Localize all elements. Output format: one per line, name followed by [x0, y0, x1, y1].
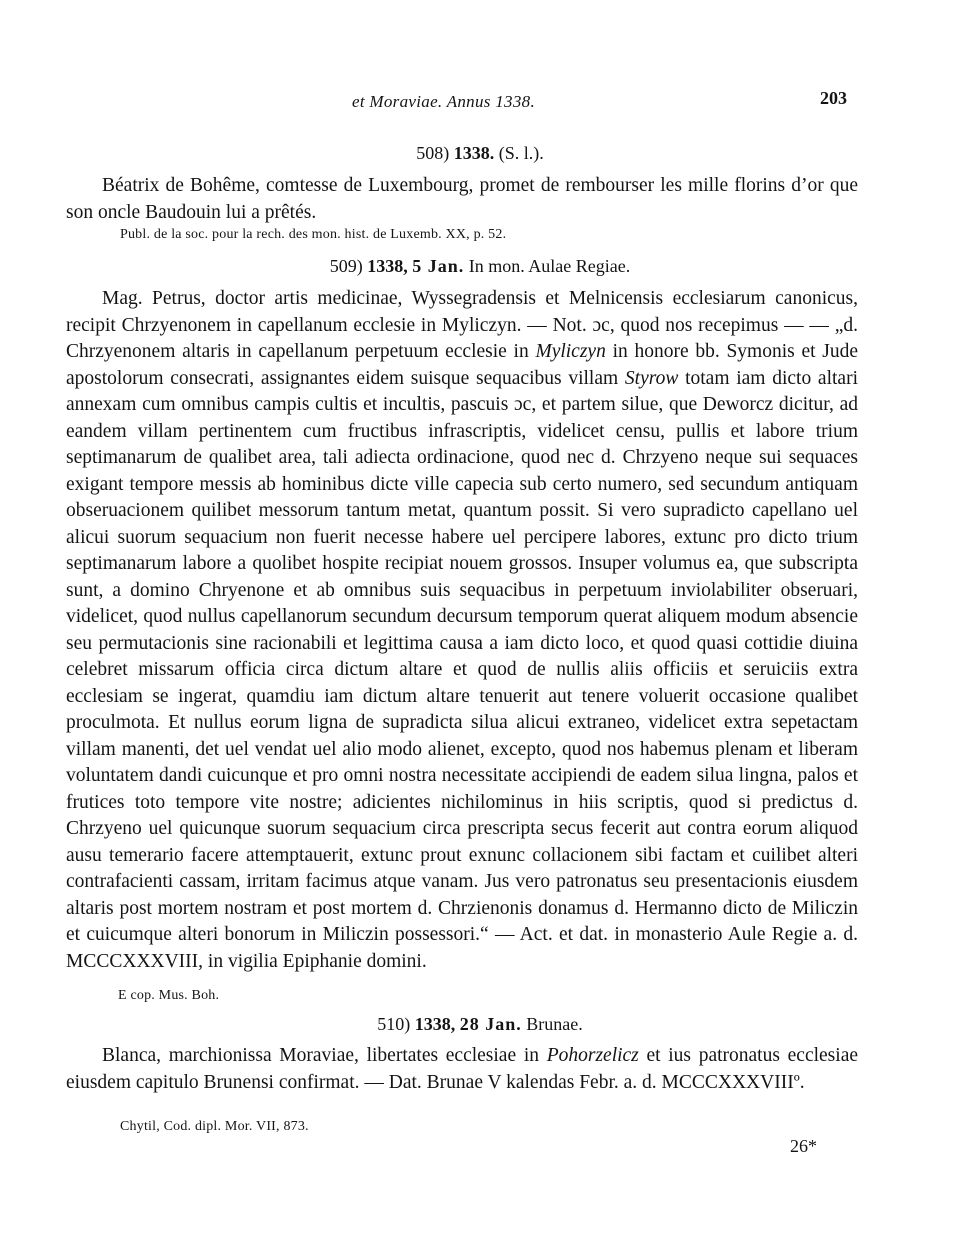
entry-number: 510)	[377, 1014, 411, 1034]
entry-place: In mon. Aulae Regiae.	[468, 256, 631, 276]
signature-mark: 26*	[790, 1136, 817, 1156]
entry-text-part: et ius patronatus ecclesiae eiusdem capitulo Brunensi confirmat. — Dat. Brunae V kalendas Febr. a. d. MCCCXXXVIIIº.	[66, 1045, 858, 1093]
entry-source-510: Chytil, Cod. dipl. Mor. VII, 873.	[120, 1119, 309, 1134]
entry-text-part: in honore bb. Symonis et Jude apostolorum consecrati, assignantes eidem suisque sequacibus villam	[66, 341, 859, 389]
entry-date: 28 Jan.	[459, 1014, 522, 1034]
entry-heading-510	[0, 1014, 960, 1035]
entry-body-508	[66, 173, 858, 226]
entry-source-509: E cop. Mus. Boh.	[118, 988, 220, 1003]
entry-place: (S. l.).	[498, 143, 544, 163]
place-name: Pohorzelicz	[546, 1045, 639, 1066]
entry-year: 1338,	[414, 1014, 456, 1034]
entry-place: Brunae.	[526, 1014, 583, 1034]
entry-heading-509	[0, 256, 960, 277]
entry-text-part: Mag. Petrus, doctor artis medicinae, Wyssegradensis et Melnicensis ecclesiarum canonicus, recipit Chrzyenonem in capellanum ecclesie in Myliczyn. — Not. ɔc, quod nos recepimus — — „d. Chrzyenonem altaris in capellanum perpetuum ecclesie in	[66, 288, 858, 362]
place-name: Styrow	[624, 367, 679, 389]
entry-text-part: totam iam dicto altari annexam cum omnibus campis cultis et incultis, pascuis ɔc, et partem silue, que Deworcz dicitur, ad eandem villam pertinentem cum fructibus infrascriptis, videlicet censu, pullis et labore trium septimanarum de qualibet area, tali adiecta ordinacione, quod nec d. Chrzyeno neque sui sequaces exigant tempore messis ab hominibus dicte ville capecia sub certo numero, sed secundum antiquam obseruacionem quilibet messorum tantum metat, quantum possit. Si vero supradicto capellano uel alicui suorum sequacium non fuerit necesse habere uel percipere labores, extunc pro dicto trium septimanarum labore a quolibet hospite recipiat nouem grossos. Insuper volumus ea, que subscripta sunt, a domino Chryenone et ab omnibus suis sequacibus in perpetuum inviolabiliter obseruari, videlicet, quod nullus capellanorum secundum decursum temporum querat aliquem modum absencie seu permutacionis sine racionabili et legittima causa a iam dicto loco, et quod quasi cottidie diuina celebret missarum officia circa dictum altare et quod de nullis aliis officiis et seruiciis extra ecclesiam se ingerat, quamdiu iam dictum altare tenuerit aut tenere voluerit occasione qualibet proculmota. Et nullus eorum ligna de supradicta silua alicui extraneo, videlicet extra sepetactam villam manenti, det uel vendat uel alio modo alienet, excepto, quod nos habemus plenam et liberam voluntatem dandi cuicunque et pro omni nostra necessitate accipiendi de eadem silua lingna, palos et frutices toto tempore vite nostre; adicientes nichilominus in hiis scriptis, quod si predictus d. Chrzyeno uel quicunque suorum sequacium circa prescripta secus fecerit aut contra eorum aliquod ausu temerario facere attemptauerit, extunc prout exnunc collacionem sibi factam et cuilibet alteri contrafacienti cassam, irritam facimus atque vanam. Jus vero patronatus seu presentacionis eiusdem altaris post mortem nostram et post mortem d. Chrzienonis donamus d. Hermanno dicto de Miliczin et cuicumque alteri bonorum in Miliczin possessori.“ — Act. et dat. in monasterio Aule Regie a. d. MCCCXXXVIII, in vigilia Epiphanie domini.	[66, 367, 858, 972]
entry-source-508: Publ. de la soc. pour la rech. des mon. hist. de Luxemb. XX, p. 52.	[120, 227, 507, 242]
entry-date: 5 Jan.	[412, 256, 465, 276]
entry-number: 509)	[329, 256, 363, 276]
entry-body-510	[66, 1043, 858, 1096]
entry-body-509	[66, 286, 858, 975]
entry-year: 1338,	[367, 256, 408, 276]
entry-year: 1338.	[453, 143, 495, 163]
page-number: 203	[820, 88, 847, 108]
running-head: et Moraviae. Annus 1338.	[352, 92, 536, 111]
entry-text-part: Blanca, marchionissa Moraviae, libertates ecclesiae in	[102, 1045, 547, 1066]
place-name: Myliczyn	[535, 341, 606, 362]
entry-text: Béatrix de Bohême, comtesse de Luxembourg, promet de rembourser les mille florins d’or que son oncle Baudouin lui a prêtés.	[66, 175, 858, 223]
entry-number: 508)	[416, 143, 450, 163]
entry-heading-508	[0, 143, 960, 164]
